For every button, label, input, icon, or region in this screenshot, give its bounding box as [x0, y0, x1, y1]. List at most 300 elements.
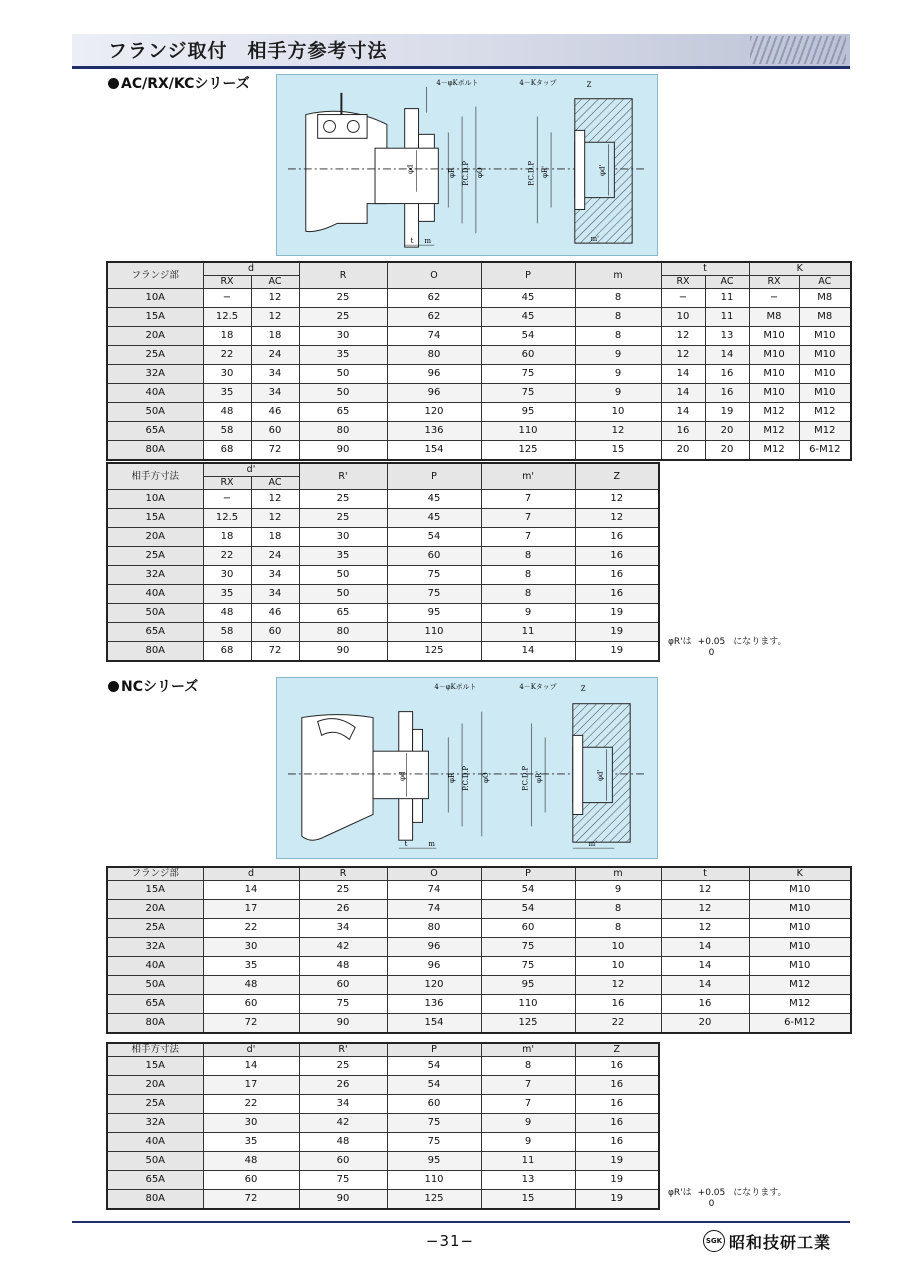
table-cell: 7	[481, 490, 575, 509]
table-cell: 54	[387, 528, 481, 547]
table-cell: 12	[251, 490, 299, 509]
note-prefix: φR'は	[668, 1188, 692, 1198]
col-header-d-rx: RX	[203, 477, 251, 490]
dim-t-label: t	[410, 237, 414, 246]
table-cell: 50	[299, 566, 387, 585]
col-header-t: t	[661, 867, 749, 881]
table-cell: 60	[481, 919, 575, 938]
dim-m2-label: m'	[588, 840, 598, 849]
section-title-text: AC/RX/KCシリーズ	[121, 76, 250, 92]
col-header-mating: 相手方寸法	[107, 463, 203, 490]
row-size-label: 80A	[107, 441, 203, 461]
table-cell: M12	[799, 403, 851, 422]
row-size-label: 25A	[107, 346, 203, 365]
col-header-k: K	[749, 867, 851, 881]
col-header-m-prime: m'	[481, 1043, 575, 1057]
table-cell: 120	[387, 976, 481, 995]
row-size-label: 25A	[107, 919, 203, 938]
col-header-p: P	[481, 262, 575, 289]
table-cell: 60	[299, 1152, 387, 1171]
row-size-label: 80A	[107, 642, 203, 662]
col-header-d-ac: AC	[251, 477, 299, 490]
table-cell: 25	[299, 289, 387, 308]
table-cell: 48	[203, 976, 299, 995]
table-row	[107, 1152, 659, 1171]
table-row	[107, 547, 659, 566]
table-row	[107, 995, 851, 1014]
table-cell: 80	[299, 422, 387, 441]
table-cell: 35	[299, 346, 387, 365]
row-size-label: 32A	[107, 566, 203, 585]
col-header-k-ac: AC	[799, 276, 851, 289]
table-cell: 45	[481, 308, 575, 327]
table-cell: 15	[481, 1190, 575, 1210]
table-cell: 95	[481, 403, 575, 422]
table-cell: 17	[203, 1076, 299, 1095]
table-cell: 18	[203, 528, 251, 547]
table-cell: 62	[387, 289, 481, 308]
table-row	[107, 1095, 659, 1114]
company-name: 昭和技研工業	[729, 1232, 832, 1252]
table-cell: 42	[299, 1114, 387, 1133]
bullet-icon	[108, 78, 119, 89]
table-cell: 8	[575, 308, 661, 327]
table-cell: 110	[481, 422, 575, 441]
table-cell: 12.5	[203, 509, 251, 528]
row-size-label: 40A	[107, 585, 203, 604]
table-cell: M10	[799, 384, 851, 403]
table-cell: 9	[481, 1114, 575, 1133]
table-cell: 16	[705, 365, 749, 384]
dim-r2-label: φR'	[535, 770, 544, 783]
bullet-icon	[108, 681, 119, 692]
table-cell: 12	[661, 919, 749, 938]
bolt-label: 4－φKボルト	[434, 682, 477, 691]
table-cell: 62	[387, 308, 481, 327]
row-size-label: 20A	[107, 1076, 203, 1095]
note-prefix: φR'は	[668, 637, 692, 647]
table-cell: 95	[387, 1152, 481, 1171]
table-cell: 12	[575, 422, 661, 441]
footer-rule	[72, 1221, 850, 1223]
table-cell: 12	[251, 289, 299, 308]
table-row	[107, 1114, 659, 1133]
table-cell: 25	[299, 308, 387, 327]
dim-t-label: t	[404, 840, 408, 849]
col-header-r-prime: R'	[299, 463, 387, 490]
table-cell: 110	[387, 623, 481, 642]
table-cell: 90	[299, 1014, 387, 1034]
table-cell: 96	[387, 957, 481, 976]
col-header-d-prime: d'	[203, 463, 299, 477]
table-cell: 95	[387, 604, 481, 623]
table-cell: 6-M12	[749, 1014, 851, 1034]
table-cell: 14	[661, 957, 749, 976]
table-cell: 75	[481, 365, 575, 384]
table-cell: 125	[481, 441, 575, 461]
table-cell: 136	[387, 995, 481, 1014]
section-title-text: NCシリーズ	[121, 679, 199, 695]
table-row	[107, 1014, 851, 1034]
table-cell: 35	[203, 1133, 299, 1152]
table-cell: 10	[575, 957, 661, 976]
table-cell: 7	[481, 509, 575, 528]
table-cell: 30	[299, 528, 387, 547]
table-cell: 48	[203, 1152, 299, 1171]
dim-o-label: φO	[475, 167, 484, 178]
row-size-label: 80A	[107, 1190, 203, 1210]
tolerance	[698, 637, 726, 659]
table-cell: 60	[203, 995, 299, 1014]
dim-r-label: φR	[448, 167, 457, 178]
table-cell: 48	[203, 403, 251, 422]
table-cell: 22	[203, 919, 299, 938]
table-cell: 96	[387, 938, 481, 957]
table-cell: 34	[251, 585, 299, 604]
table-cell: 72	[251, 441, 299, 461]
table-cell: 19	[575, 604, 659, 623]
table-cell: M8	[799, 308, 851, 327]
col-header-d-prime: d'	[203, 1043, 299, 1057]
table-cell: M10	[749, 365, 799, 384]
flange-drawing-nc	[277, 678, 657, 858]
row-size-label: 65A	[107, 422, 203, 441]
table-cell: 12	[575, 976, 661, 995]
table-cell: M10	[799, 365, 851, 384]
table-cell: 72	[203, 1190, 299, 1210]
table-cell: 16	[575, 1133, 659, 1152]
table-cell: 154	[387, 1014, 481, 1034]
table-cell: 75	[387, 1114, 481, 1133]
tolerance-upper: +0.05	[697, 637, 726, 647]
col-header-flange: フランジ部	[107, 262, 203, 289]
table-row	[107, 566, 659, 585]
table-cell: 60	[251, 623, 299, 642]
table-cell: 14	[203, 881, 299, 900]
table-row	[107, 919, 851, 938]
page-number: −31−	[425, 1232, 475, 1250]
table-cell: 20	[661, 441, 705, 461]
table-cell: 54	[481, 327, 575, 346]
table-cell: 17	[203, 900, 299, 919]
table-cell: M10	[799, 327, 851, 346]
table-cell: 74	[387, 881, 481, 900]
table-cell: 48	[299, 957, 387, 976]
col-header-m: m	[575, 262, 661, 289]
table-cell: 45	[481, 289, 575, 308]
table-cell: 16	[575, 1114, 659, 1133]
table-cell: 30	[203, 365, 251, 384]
table-cell: 11	[481, 1152, 575, 1171]
table-cell: 74	[387, 900, 481, 919]
table-cell: 90	[299, 441, 387, 461]
col-header-o: O	[387, 867, 481, 881]
table-cell: 60	[251, 422, 299, 441]
table-cell: 34	[251, 384, 299, 403]
table-cell: 96	[387, 365, 481, 384]
bolt-label: 4－φKボルト	[436, 78, 479, 87]
table-row	[107, 490, 659, 509]
row-size-label: 10A	[107, 289, 203, 308]
dim-o-label: φO	[481, 772, 490, 783]
table-cell: 25	[299, 509, 387, 528]
table-cell: 14	[203, 1057, 299, 1076]
table-row	[107, 346, 851, 365]
table-cell: 34	[299, 1095, 387, 1114]
table-cell: 46	[251, 604, 299, 623]
dim-pcd2-label: P.C.D.P	[527, 160, 536, 186]
section-title-nc	[108, 676, 198, 696]
table-cell: 96	[387, 384, 481, 403]
table-cell: 68	[203, 642, 251, 662]
company-logo	[703, 1229, 831, 1253]
table-cell: 10	[575, 938, 661, 957]
table-row	[107, 441, 851, 461]
table-cell: −	[203, 289, 251, 308]
table-cell: 54	[481, 900, 575, 919]
table-cell: 95	[481, 976, 575, 995]
table-cell: 6-M12	[799, 441, 851, 461]
table-cell: 22	[575, 1014, 661, 1034]
table-cell: 75	[481, 957, 575, 976]
table-row	[107, 365, 851, 384]
table-cell: 58	[203, 623, 251, 642]
table-cell: 13	[481, 1171, 575, 1190]
table-row	[107, 1057, 659, 1076]
table-cell: 72	[251, 642, 299, 662]
table-cell: 8	[481, 1057, 575, 1076]
mating-table-ac	[106, 462, 660, 662]
table-row	[107, 1076, 659, 1095]
tolerance-lower: 0	[708, 1199, 715, 1209]
table-cell: M10	[749, 957, 851, 976]
table-cell: 125	[387, 642, 481, 662]
dim-m2-label: m'	[590, 235, 600, 244]
table-cell: 9	[575, 881, 661, 900]
table-cell: 19	[575, 623, 659, 642]
flange-drawing	[277, 75, 657, 255]
table-cell: 60	[203, 1171, 299, 1190]
table-cell: 136	[387, 422, 481, 441]
table-cell: 8	[575, 919, 661, 938]
col-header-r: R	[299, 262, 387, 289]
col-header-d: d	[203, 867, 299, 881]
tolerance-lower: 0	[708, 648, 715, 658]
row-size-label: 20A	[107, 900, 203, 919]
table-cell: −	[749, 289, 799, 308]
tolerance-upper: +0.05	[697, 1188, 726, 1198]
table-cell: 30	[299, 327, 387, 346]
table-cell: 14	[661, 403, 705, 422]
table-cell: 125	[481, 1014, 575, 1034]
table-cell: M10	[749, 346, 799, 365]
table-cell: M12	[799, 422, 851, 441]
row-size-label: 40A	[107, 957, 203, 976]
table-cell: 10	[575, 403, 661, 422]
dim-z-label: Z	[586, 80, 592, 89]
row-size-label: 32A	[107, 1114, 203, 1133]
table-cell: 22	[203, 346, 251, 365]
table-cell: 72	[203, 1014, 299, 1034]
row-size-label: 50A	[107, 604, 203, 623]
table-row	[107, 528, 659, 547]
table-cell: 22	[203, 1095, 299, 1114]
table-row	[107, 403, 851, 422]
table-cell: 110	[481, 995, 575, 1014]
table-cell: 30	[203, 1114, 299, 1133]
table-cell: 154	[387, 441, 481, 461]
table-cell: 19	[575, 642, 659, 662]
table-cell: 65	[299, 403, 387, 422]
table-cell: 75	[387, 566, 481, 585]
table-cell: 60	[299, 976, 387, 995]
col-header-k-rx: RX	[749, 276, 799, 289]
table-cell: −	[661, 289, 705, 308]
table-cell: 50	[299, 365, 387, 384]
table-cell: 13	[705, 327, 749, 346]
table-cell: 75	[387, 585, 481, 604]
row-size-label: 15A	[107, 509, 203, 528]
row-size-label: 50A	[107, 1152, 203, 1171]
table-row	[107, 957, 851, 976]
table-row	[107, 623, 659, 642]
table-cell: 12	[661, 900, 749, 919]
table-cell: 60	[387, 1095, 481, 1114]
tolerance-note-2	[668, 1188, 787, 1210]
col-header-p: P	[387, 463, 481, 490]
table-cell: 19	[575, 1171, 659, 1190]
row-size-label: 32A	[107, 365, 203, 384]
table-cell: 42	[299, 938, 387, 957]
table-cell: 74	[387, 327, 481, 346]
col-header-m: m	[575, 867, 661, 881]
table-cell: 11	[481, 623, 575, 642]
table-cell: 7	[481, 1076, 575, 1095]
dim-d-label: φd	[406, 164, 415, 174]
table-cell: 80	[387, 346, 481, 365]
row-size-label: 10A	[107, 490, 203, 509]
table-cell: 12	[661, 327, 705, 346]
table-row	[107, 1133, 659, 1152]
row-size-label: 40A	[107, 384, 203, 403]
table-cell: 35	[203, 957, 299, 976]
dim-d2-label: φd'	[598, 164, 607, 176]
col-header-d: d	[203, 262, 299, 276]
col-header-z: Z	[575, 463, 659, 490]
table-cell: M12	[749, 976, 851, 995]
mating-table-nc	[106, 1042, 660, 1210]
col-header-p: P	[387, 1043, 481, 1057]
table-cell: 48	[203, 604, 251, 623]
table-cell: M10	[749, 900, 851, 919]
row-size-label: 25A	[107, 1095, 203, 1114]
row-size-label: 40A	[107, 1133, 203, 1152]
table-cell: 35	[203, 585, 251, 604]
table-cell: 16	[575, 528, 659, 547]
table-cell: M12	[749, 403, 799, 422]
table-cell: M12	[749, 441, 799, 461]
row-size-label: 20A	[107, 528, 203, 547]
table-cell: 22	[203, 547, 251, 566]
page-title: フランジ取付 相手方参考寸法	[108, 40, 388, 62]
table-row	[107, 422, 851, 441]
col-header-o: O	[387, 262, 481, 289]
table-cell: 75	[299, 1171, 387, 1190]
table-cell: 45	[387, 509, 481, 528]
table-cell: M12	[749, 422, 799, 441]
table-cell: 60	[387, 547, 481, 566]
row-size-label: 50A	[107, 403, 203, 422]
table-cell: 14	[661, 976, 749, 995]
row-size-label: 15A	[107, 308, 203, 327]
table-cell: 45	[387, 490, 481, 509]
table-cell: M10	[799, 346, 851, 365]
table-cell: 19	[575, 1152, 659, 1171]
table-cell: 14	[481, 642, 575, 662]
row-size-label: 25A	[107, 547, 203, 566]
table-cell: 14	[661, 384, 705, 403]
table-row	[107, 1171, 659, 1190]
table-cell: −	[203, 490, 251, 509]
table-cell: 75	[299, 995, 387, 1014]
table-cell: 80	[387, 919, 481, 938]
table-cell: 7	[481, 1095, 575, 1114]
flange-diagram-ac	[276, 74, 658, 256]
table-row	[107, 308, 851, 327]
table-cell: 20	[705, 422, 749, 441]
table-cell: M10	[749, 919, 851, 938]
dim-z-label: Z	[580, 684, 586, 693]
col-header-r: R	[299, 867, 387, 881]
table-cell: 48	[299, 1133, 387, 1152]
table-cell: 14	[661, 938, 749, 957]
dim-r-label: φR	[448, 772, 457, 783]
table-cell: 16	[661, 422, 705, 441]
table-cell: 14	[661, 365, 705, 384]
tolerance-note-1	[668, 637, 787, 659]
col-header-k: K	[749, 262, 851, 276]
table-cell: 12	[575, 509, 659, 528]
table-cell: M8	[749, 308, 799, 327]
table-cell: 12	[251, 308, 299, 327]
row-size-label: 20A	[107, 327, 203, 346]
table-cell: 9	[481, 1133, 575, 1152]
dim-pcd2-label: P.C.D.P	[521, 765, 530, 791]
table-cell: 8	[575, 327, 661, 346]
table-cell: 90	[299, 1190, 387, 1210]
table-row	[107, 938, 851, 957]
col-header-d-rx: RX	[203, 276, 251, 289]
table-cell: 34	[251, 365, 299, 384]
table-cell: M10	[749, 881, 851, 900]
col-header-flange: フランジ部	[107, 867, 203, 881]
table-cell: 15	[575, 441, 661, 461]
table-row	[107, 900, 851, 919]
table-cell: 54	[387, 1076, 481, 1095]
sgk-logo-icon: SGK	[703, 1230, 725, 1252]
table-cell: 12.5	[203, 308, 251, 327]
table-row	[107, 384, 851, 403]
table-cell: 16	[575, 585, 659, 604]
col-header-t-ac: AC	[705, 276, 749, 289]
tap-label: 4－Kタップ	[519, 682, 557, 691]
note-suffix: になります。	[733, 637, 787, 647]
table-cell: 19	[575, 1190, 659, 1210]
table-cell: 58	[203, 422, 251, 441]
table-cell: 16	[661, 995, 749, 1014]
table-cell: 8	[575, 900, 661, 919]
col-header-z: Z	[575, 1043, 659, 1057]
